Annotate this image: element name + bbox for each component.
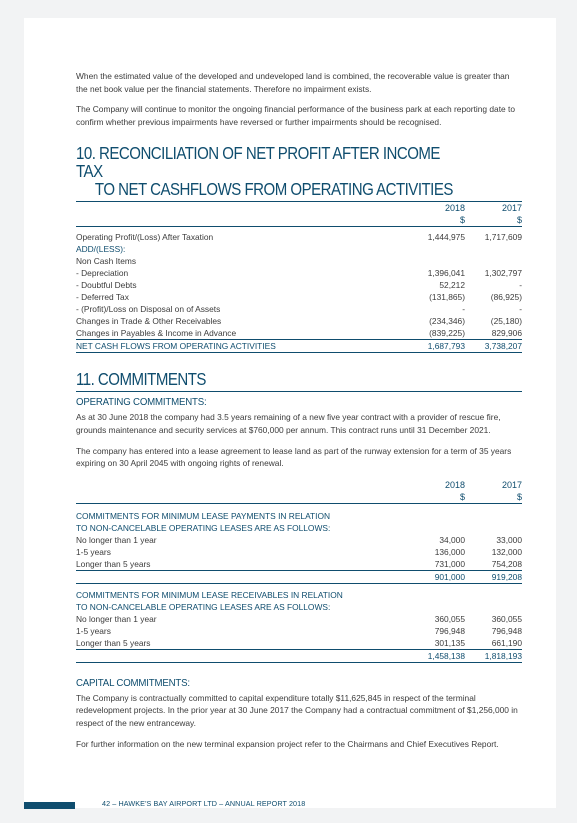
section-10-title-line-2: TO NET CASHFLOWS FROM OPERATING ACTIVITIES <box>94 179 453 200</box>
table-row: - (Profit)/Loss on Disposal on of Assets - - <box>76 304 522 315</box>
row-label: - Deferred Tax <box>76 292 129 303</box>
section-11-title: 11. COMMITMENTS <box>76 369 206 390</box>
table-row: Changes in Trade & Other Receivables (234,346) (25,180) <box>76 316 522 327</box>
receivables-heading-row: TO NON-CANCELABLE OPERATING LEASES ARE AS FOLLOWS: <box>76 601 331 612</box>
table-header-row <box>76 202 522 214</box>
receivables-total-row <box>76 649 522 662</box>
operating-paragraph-2: The company has entered into a lease agreement to lease land as part of the runway extension for a term of 35 years expiring on 30 April 2045 with ongoing rights of renewal. <box>76 445 512 469</box>
reconciliation-table <box>76 202 522 353</box>
row-value-2017: 1,717,609 <box>484 232 522 243</box>
section-10-title <box>76 144 460 198</box>
table-currency-row: $ $ <box>76 491 522 504</box>
intro-paragraph-2: The Company will continue to monitor the ongoing financial performance of the business park at each reporting date to confirm whether previous impairments have reversed or further impairments should be recognised. <box>76 104 516 127</box>
intro-paragraph-1: When the estimated value of the developed and undeveloped land is combined, the recoverable value is greater than the net book value per the financial statements. Therefore no impairment exists. <box>76 71 510 94</box>
payments-heading-row: TO NON-CANCELABLE OPERATING LEASES ARE AS FOLLOWS: <box>76 522 331 533</box>
row-value-2018: 1,444,975 <box>427 232 465 243</box>
total-2018: 1,687,793 <box>408 340 465 353</box>
table-row: 1-5 years 796,948 796,948 <box>76 625 522 636</box>
commitments-table <box>76 479 522 663</box>
table-header-row <box>76 479 522 491</box>
capital-commitments-heading: CAPITAL COMMITMENTS: <box>76 676 190 689</box>
table-row: No longer than 1 year 34,000 33,000 <box>76 534 522 545</box>
operating-paragraph-1: As at 30 June 2018 the company had 3.5 years remaining of a new five year contract with a provider of rescue fire, grounds maintenance and security services at $760,000 per annum. This contract runs until 31 December 2021. <box>76 412 501 435</box>
row-label: ADD/(LESS): <box>76 244 126 255</box>
page <box>24 18 556 808</box>
table-row: Changes in Payables & Income in Advance (839,225) 829,906 <box>76 328 522 339</box>
currency-2017: $ <box>465 214 522 227</box>
operating-commitments-heading: OPERATING COMMITMENTS: <box>76 396 207 409</box>
table-row: Longer than 5 years 301,135 661,190 <box>76 637 522 648</box>
row-label: - (Profit)/Loss on Disposal on of Assets <box>76 304 221 315</box>
table-row: - Deferred Tax (131,865) (86,925) <box>76 292 522 303</box>
table-row <box>76 255 522 267</box>
receivables-total-2017: 1,818,193 <box>465 649 522 662</box>
table-total-row <box>76 340 522 353</box>
footer-text: 42 – HAWKE'S BAY AIRPORT LTD – ANNUAL REPORT 2018 <box>102 799 306 808</box>
receivables-heading-row: COMMITMENTS FOR MINIMUM LEASE RECEIVABLES IN RELATION <box>76 589 343 600</box>
table-row <box>76 231 522 243</box>
payments-total-2018: 901,000 <box>408 570 465 583</box>
table-row <box>76 243 522 255</box>
row-label: Changes in Payables & Income in Advance <box>76 328 237 339</box>
section-11-rule <box>76 391 522 392</box>
row-label: Operating Profit/(Loss) After Taxation <box>76 232 214 243</box>
receivables-total-2018: 1,458,138 <box>408 649 465 662</box>
capital-paragraph-1: The Company is contractually committed to capital expenditure totally $11,625,845 in respect of the terminal redevelopment projects. In the prior year at 30 June 2017 the Company had a contractual commitment of $1,256,000 in respect of the new entranceway. <box>76 692 518 728</box>
payments-heading-row: COMMITMENTS FOR MINIMUM LEASE PAYMENTS IN RELATION <box>76 510 331 521</box>
capital-paragraph-2: For further information on the new terminal expansion project refer to the Chairmans and Chief Executives Report. <box>76 738 499 749</box>
column-2017: 2017 <box>501 203 522 214</box>
table-row: No longer than 1 year 360,055 360,055 <box>76 613 522 624</box>
footer-accent-bar <box>24 802 75 809</box>
table-row: Longer than 5 years 731,000 754,208 <box>76 558 522 569</box>
column-2018: 2018 <box>444 479 465 490</box>
payments-total-row <box>76 570 522 583</box>
row-label: - Depreciation <box>76 268 129 279</box>
content <box>76 70 522 758</box>
total-2017: 3,738,207 <box>465 340 522 353</box>
table-currency-row <box>76 214 522 227</box>
table-row: 1-5 years 136,000 132,000 <box>76 546 522 557</box>
table-row: - Doubtful Debts 52,212 - <box>76 280 522 291</box>
row-label: Non Cash Items <box>76 256 137 267</box>
section-10-title-line-1: 10. RECONCILIATION OF NET PROFIT AFTER INCOME TAX <box>76 143 440 182</box>
currency-2018: $ <box>408 214 465 227</box>
column-2018: 2018 <box>444 203 465 214</box>
table-row: - Depreciation 1,396,041 1,302,797 <box>76 268 522 279</box>
row-label: - Doubtful Debts <box>76 280 137 291</box>
row-label: Changes in Trade & Other Receivables <box>76 316 222 327</box>
payments-total-2017: 919,208 <box>465 570 522 583</box>
column-2017: 2017 <box>501 479 522 490</box>
total-label: NET CASH FLOWS FROM OPERATING ACTIVITIES <box>76 340 408 353</box>
